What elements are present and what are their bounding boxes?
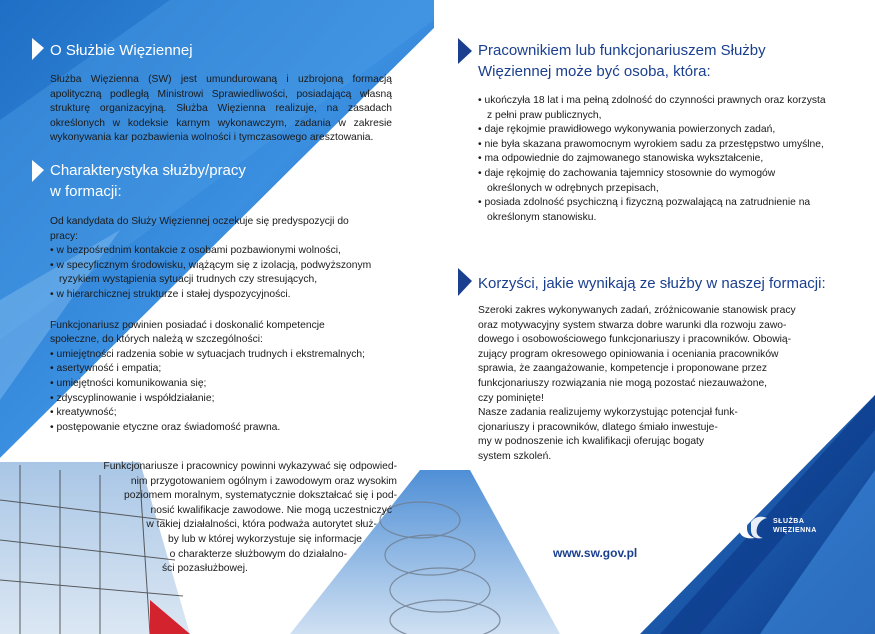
about-heading: O Służbie Więziennej (50, 42, 193, 59)
closing-line: o charakterze służbowym do działalno- (169, 548, 347, 560)
logo-text-line1: SŁUŻBA (773, 518, 805, 525)
about-section (50, 40, 392, 146)
list-item: • w hierarchicznej strukturze i stałej dyspozycyjności. (50, 288, 380, 303)
list-item: • w bezpośrednim kontakcie z osobami pozbawionymi wolności, (50, 244, 380, 259)
benefits-line: dowego i osobowościowego funkcjonariuszy i pracowników. Obowią- (478, 334, 792, 346)
benefits-line: czy pominięte! (478, 392, 544, 404)
list-item: • daje rękojmię do zachowania tajemnicy stosownie do wymogów określonych w odrębnych przepisach, (478, 167, 828, 196)
list-item: • ukończyła 18 lat i ma pełną zdolność do czynności prawnych oraz korzysta z pełni praw publicznych, (478, 94, 828, 123)
list-item: • zdyscyplinowanie i współdziałanie; (50, 392, 380, 407)
benefits-heading: Korzyści, jakie wynikają ze służby w naszej formacji: (478, 275, 826, 292)
who-section (478, 40, 838, 225)
website-link[interactable]: www.sw.gov.pl (553, 546, 638, 560)
list-item: • umiejętności komunikowania się; (50, 377, 380, 392)
who-heading-line2: Więziennej może być osoba, która: (478, 63, 711, 80)
logo-emblem-icon (735, 510, 769, 542)
benefits-section (478, 273, 838, 465)
list-item: • posiada zdolność psychiczną i fizyczną pozwalającą na zatrudnienie na określonym stanowisku. (478, 196, 828, 225)
sw-logo (735, 510, 835, 542)
benefits-line: cjonariuszy i pracowników, dlatego śmiało inwestuje- (478, 421, 718, 433)
benefits-line: oraz motywacyjny system stwarza dobre warunki dla rozwoju zawo- (478, 319, 787, 331)
logo-text-line2: WIĘZIENNA (773, 527, 817, 534)
characteristics-intro: Od kandydata do Służy Więziennej oczekuje się predyspozycji do pracy: (50, 216, 349, 242)
list-item: • daje rękojmie prawidłowego wykonywania powierzonych zadań, (478, 123, 828, 138)
about-body: Służba Więzienna (SW) jest umundurowaną i uzbrojoną formacją apolityczną podległą Ministrowi Sprawiedliwości, posiadającą własną strukturę organizacyjną. Służba Więzienna realizuje, na zasadach określonych w kodeksie karnym wykonawczym, zadania w zakresie wykonywania kar pozbawienia wolności i tymczasowego aresztowania. (50, 74, 392, 144)
benefits-body (478, 304, 838, 465)
benefits-line: my w podnoszenie ich kwalifikacji oferując bogaty (478, 436, 705, 448)
benefits-line: zujący program okresowego opiniowania i oceniania pracowników (478, 348, 779, 360)
list-item: • kreatywność; (50, 406, 380, 421)
who-list (478, 94, 828, 225)
list-item: • postępowanie etyczne oraz świadomość prawna. (50, 421, 380, 436)
marker-benefits (458, 268, 472, 296)
benefits-line: Szeroki zakres wykonywanych zadań, zróżnicowanie stanowisk pracy (478, 305, 796, 316)
closing-line: w takiej działalności, która podważa autorytet służ- (146, 519, 377, 531)
benefits-line: Nasze zadania realizujemy wykorzystując potencjał funk- (478, 407, 738, 419)
competence-intro: Funkcjonariusz powinien posiadać i doskonalić kompetencje społeczne, do których należą w szczególności: (50, 319, 325, 346)
closing-line: by lub w której wykorzystuje się informacje (168, 533, 362, 545)
who-heading-line1: Pracownikiem lub funkcjonariuszem Służby (478, 42, 766, 59)
characteristics-section (50, 160, 380, 435)
list-item: • asertywność i empatia; (50, 362, 380, 377)
characteristics-list (50, 244, 380, 302)
benefits-line: sprawia, że zaangażowanie, kompetencje i proponowane przez (478, 363, 768, 375)
list-item: • ma odpowiednie do zajmowanego stanowiska wykształcenie, (478, 152, 828, 167)
closing-paragraph (52, 460, 397, 577)
closing-line: ści pozasłużbowej. (162, 563, 248, 575)
competence-list (50, 348, 380, 436)
list-item: • nie była skazana prawomocnym wyrokiem sadu za przestępstwo umyślne, (478, 138, 828, 153)
closing-line: nim przygotowaniem ogólnym i zawodowym oraz wysokim (130, 475, 397, 487)
list-item: • w specyficznym środowisku, wiążącym się z izolacją, podwyższonym ryzykiem wystąpienia sytuacji trudnych czy stresujących, (50, 259, 380, 288)
benefits-line: funkcjonariuszy rozwiązania nie mogą pozostać niezauważone, (478, 377, 768, 389)
closing-line: Funkcjonariusze i pracownicy powinni wykazywać się odpowied- (103, 461, 397, 472)
closing-line: nosić kwalifikacje zawodowe. Nie mogą uczestniczyć (150, 504, 392, 516)
marker-who (458, 38, 472, 64)
list-item: • umiejętności radzenia sobie w sytuacjach trudnych i ekstremalnych; (50, 348, 380, 363)
closing-line: poziomem moralnym, systematycznie dokształcać się i pod- (124, 490, 397, 502)
characteristics-heading-line2: w formacji: (50, 183, 122, 200)
characteristics-heading-line1: Charakterystyka służby/pracy (50, 162, 246, 179)
benefits-line: system szkoleń. (478, 450, 552, 462)
